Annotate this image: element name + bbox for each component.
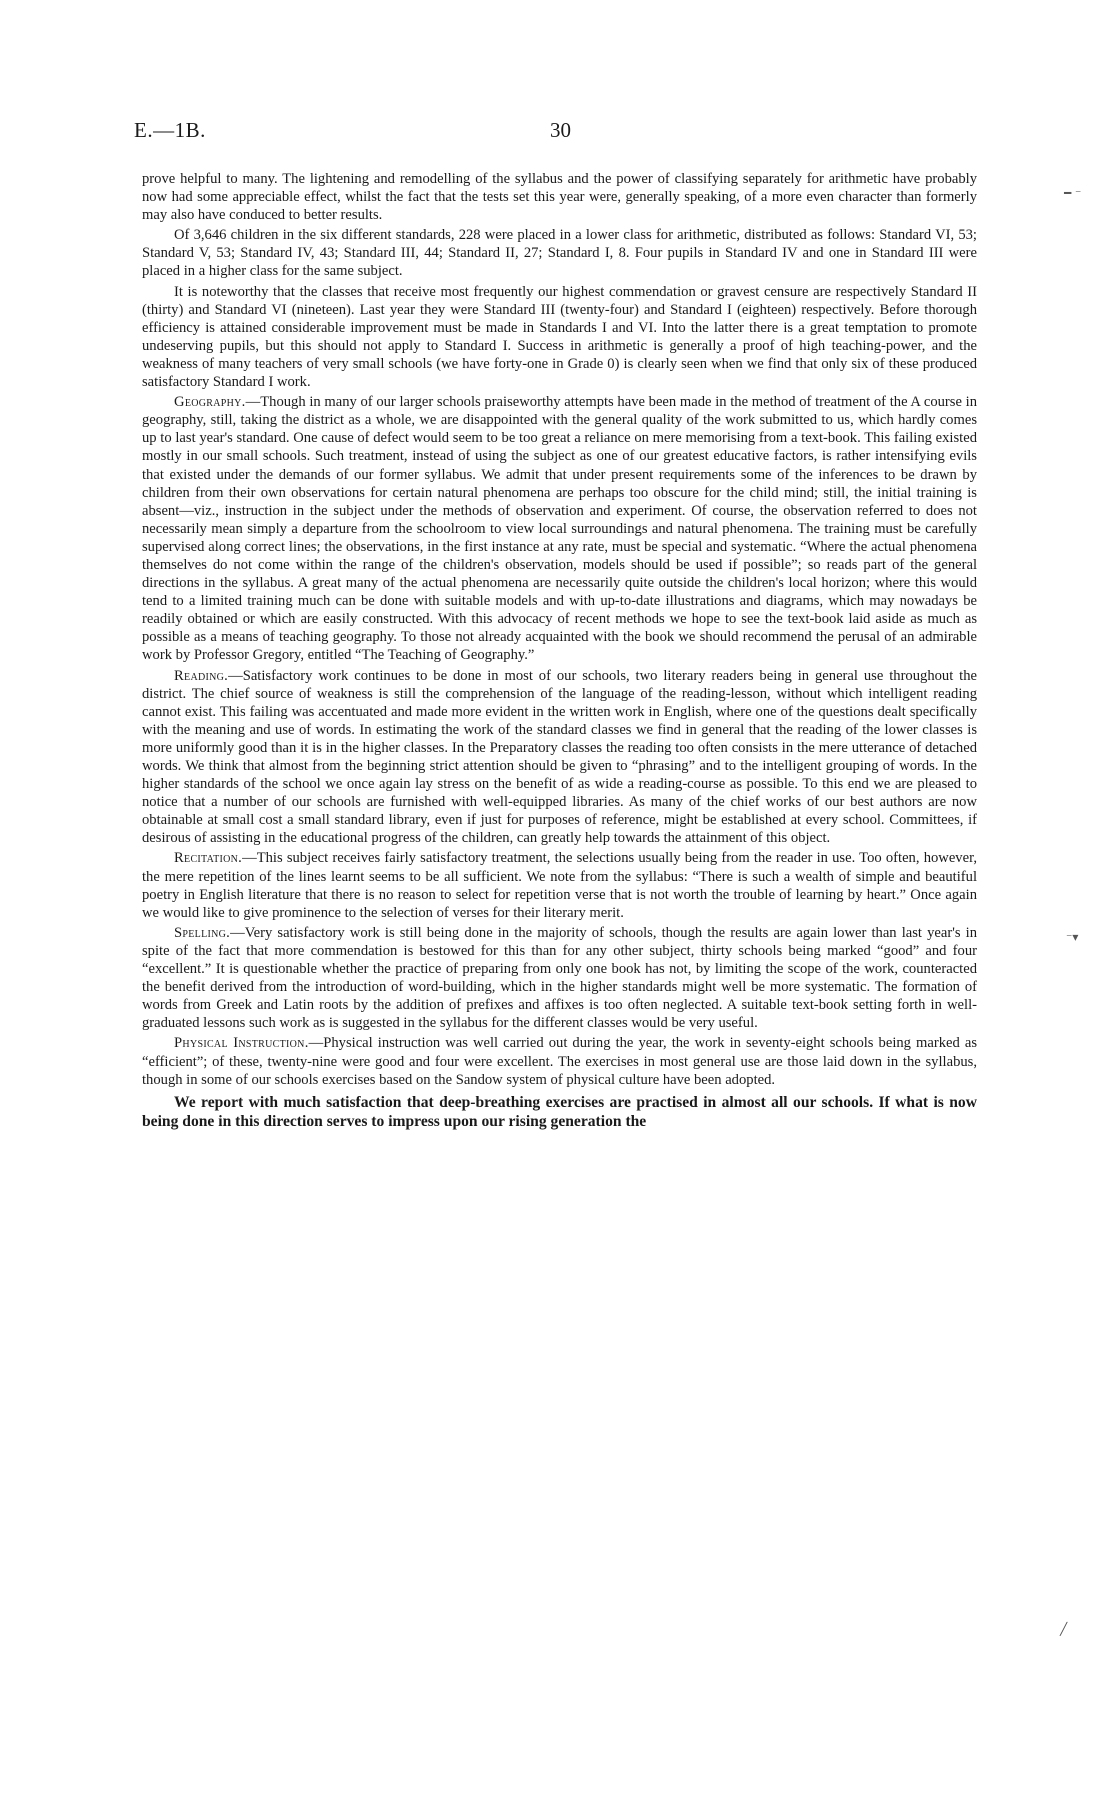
- section-heading-geography: Geography.: [174, 394, 246, 411]
- section-heading-physical-instruction: Physical Instruction.: [174, 1035, 309, 1052]
- paragraph-arithmetic-classification: [142, 226, 977, 280]
- paragraph-text: prove helpful to many. The lightening and remodelling of the syllabus and the power of classifying separately for arithmetic have probably now had some appreciable effect, whilst the fact that the tests set this year were, generally speaking, of a more even character than formerly may also have conduced to better results.: [142, 171, 977, 224]
- paragraph-text: —This subject receives fairly satisfactory treatment, the selections usually being from the reader in use. Too often, however, the mere repetition of the lines learnt seems to be all sufficient. We note from the syllabus: “There is such a wealth of simple and beautiful poetry in English literature that there is no reason to select for repetition verse that is not worth the trouble of learning by heart.” Once again we would like to give prominence to the selection of verses for their literary merit.: [142, 850, 977, 921]
- paragraph-text: It is noteworthy that the classes that receive most frequently our highest commendation or gravest censure are respectively Standard II (thirty) and Standard VI (nineteen). Last year they were Standard III (twenty-four) and Standard I (eighteen) respectively. Before thorough efficiency is attained considerable improvement must be made in Standards I and VI. Into the latter there is a great temptation to promote undeserving pupils, but this should not apply to Standard I. Success in arithmetic is generally a proof of high teaching-power, and the weakness of many teachers of very small schools (we have forty-one in Grade 0) is clearly seen when we find that only six of these produced satisfactory Standard I work.: [142, 283, 977, 391]
- paragraph-physical-instruction: [142, 1034, 977, 1088]
- page-header: [130, 118, 970, 148]
- margin-scan-mark: ━ ⁻: [1064, 186, 1082, 200]
- paragraph-arithmetic-standards: [142, 283, 977, 392]
- page-number: 30: [550, 118, 571, 142]
- paragraph-spelling: [142, 924, 977, 1033]
- paragraph-text: Of 3,646 children in the six different standards, 228 were placed in a lower class for arithmetic, distributed as follows: Standard VI, 53; Standard V, 53; Standard IV, 43; Standard III, 44; Standard II, 27; Standard I, 8. Four pupils in Standard IV and one in Standard III were placed in a higher class for the same subject.: [142, 227, 977, 280]
- paragraph-geography: [142, 393, 977, 664]
- section-heading-recitation: Recitation.: [174, 850, 243, 867]
- margin-scan-mark: ⁻▾: [1066, 930, 1079, 944]
- section-heading-spelling: Spelling.: [174, 924, 231, 941]
- document-reference: E.—1B.: [134, 118, 206, 142]
- paragraph-recitation: [142, 849, 977, 921]
- paragraph-text: —Very satisfactory work is still being done in the majority of schools, though the results are again lower than last year's in spite of the fact that more commendation is bestowed for this than for any other subject, thirty schools being marked “good” and four “excellent.” It is questionable whether the practice of preparing from only one book has not, by limiting the scope of the work, counteracted the benefit derived from the introduction of word-building, which in the higher standards might well be more systematic. The formation of words from Greek and Latin roots by the addition of prefixes and affixes is too often neglected. A suitable text-book setting forth in well-graduated lessons such work as is suggested in the syllabus for the different classes would be very useful.: [142, 924, 977, 1032]
- paragraph-text: —Satisfactory work continues to be done in most of our schools, two literary readers being in general use throughout the district. The chief source of weakness is still the comprehension of the language of the reading-lesson, without which intelligent reading cannot exist. This failing was accentuated and made more evident in the written work in English, where one of the questions dealt specifically with the meaning and use of words. In estimating the work of the standard classes we find in general that the reading of the lower classes is more uniformly good than it is in the higher classes. In the Preparatory classes the reading too often consists in the mere utterance of detached words. We think that almost from the beginning strict attention should be given to “phrasing” and to the intelligent grouping of words. In the higher standards of the school we once again lay stress on the benefit of as wide a reading-course as possible. To this end we are pleased to notice that a number of our schools are furnished with well-equipped libraries. As many of the chief works of our best authors are now obtainable at small cost a small standard library, even if just for purposes of reference, might be established at every school. Committees, if desirous of assisting in the educational progress of the children, can greatly help towards the attainment of this object.: [142, 667, 977, 847]
- paragraph-arithmetic-intro: [142, 170, 977, 224]
- paragraph-text: —Though in many of our larger schools praiseworthy attempts have been made in the method of treatment of the A course in geography, still, taking the district as a whole, we are disappointed with the general quality of the work submitted to us, which hardly comes up to last year's standard. One cause of defect would seem to be too great a reliance on mere memorising from a text-book. This failing existed mostly in our small schools. Such treatment, instead of using the subject as one of our greatest educative factors, is rather intensifying evils that existed under the demands of our former syllabus. We admit that under present requirements some of the inferences to be drawn by children from their own observations for certain natural phenomena are perhaps too obscure for the child mind; still, the initial training is absent—viz., instruction in the subject under the methods of observation and experiment. Of course, the observation referred to does not necessarily mean simply a departure from the schoolroom to view local surroundings and natural phenomena. The training must be carefully supervised along correct lines; the observations, in the first instance at any rate, must be special and systematic. “Where the actual phenomena themselves do not come within the range of the children's observation, models should be used if possible”; so reads part of the general directions in the syllabus. A great many of the actual phenomena are necessarily quite outside the children's local horizon; where this would tend to a limited training much can be done with suitable models and with up-to-date illustrations and diagrams, which may nowadays be readily obtained or which are easily constructed. With this advocacy of recent methods we hope to see the text-book laid aside as much as possible as a means of teaching geography. To those not already acquainted with the book we should recommend the perusal of an admirable work by Professor Gregory, entitled “The Teaching of Geography.”: [142, 394, 977, 664]
- paragraph-text: —Physical instruction was well carried out during the year, the work in seventy-eight schools being marked as “efficient”; of these, twenty-nine were good and four were excellent. The exercises in most general use are those laid down in the syllabus, though in some of our schools exercises based on the Sandow system of physical culture have been adopted.: [142, 1035, 977, 1088]
- paragraph-reading: [142, 667, 977, 848]
- paragraph-text: We report with much satisfaction that deep-breathing exercises are practised in almost all our schools. If what is now being done in this direction serves to impress upon our rising generation the: [142, 1093, 977, 1130]
- section-heading-reading: Reading.: [174, 667, 229, 684]
- report-body: [142, 170, 977, 1133]
- paragraph-deep-breathing: [142, 1093, 977, 1131]
- margin-scan-mark: ╱: [1060, 1622, 1068, 1636]
